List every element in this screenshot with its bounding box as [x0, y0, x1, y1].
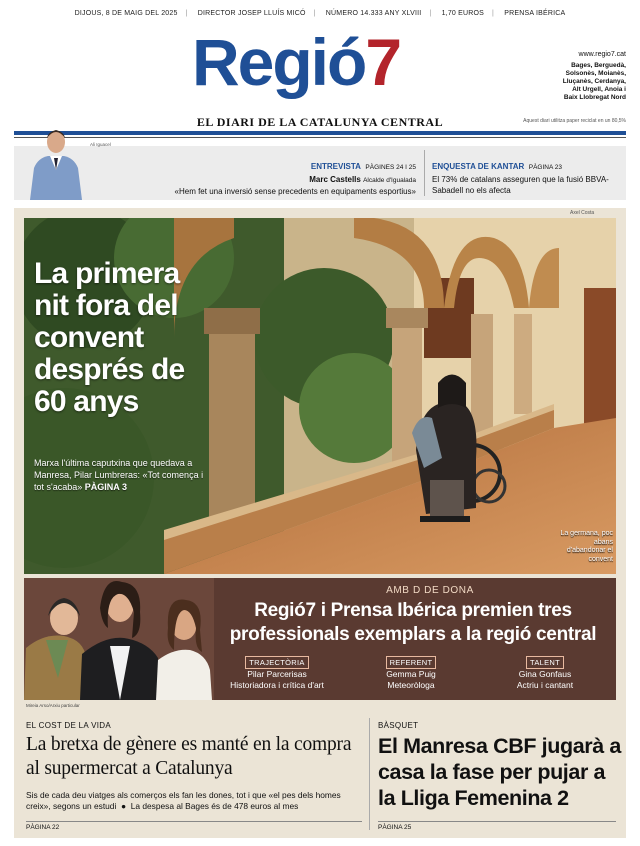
print-note: Aquest diari utilitza paper reciclat en un 80,5% [523, 118, 626, 124]
newspaper-logo[interactable] [192, 22, 452, 102]
gender-gap-text: Sis de cada deu viatges als comerços els fan les dones, tot i que «el pes dels homes creix», segons un estudi [26, 790, 341, 811]
gender-gap-body [26, 790, 362, 812]
photo-caption: La germana, poc abans d'abandonar el convent [560, 530, 613, 563]
category-tag: TRAJECTÒRIA [245, 656, 308, 669]
winner-role: Historiadora i crítica d'art [230, 680, 324, 690]
masthead-thin-rule [14, 137, 626, 138]
basketball-pages: PÀGINA 25 [378, 821, 616, 831]
winner-role: Actriu i cantant [516, 680, 574, 690]
interview-pages: PÀGINES 24 I 25 [365, 164, 416, 171]
award-category-talent [480, 656, 610, 691]
website-link[interactable]: www.regio7.cat [578, 51, 626, 58]
gender-gap-headline[interactable]: La bretxa de gènere es manté en la compra al supermercat a Catalunya [26, 734, 352, 779]
masthead-rule [14, 131, 626, 135]
awards-kicker: AMB D DE DONA [386, 585, 474, 596]
person-illustration [24, 118, 88, 200]
award-winners-photo [24, 578, 214, 700]
bottom-divider [369, 718, 370, 830]
winner-name: Gina Gonfaus [518, 669, 572, 679]
survey-kicker: ENQUESTA DE KANTAR [432, 162, 525, 171]
bullet-icon: ● [118, 801, 129, 811]
director: DIRECTOR JOSEP LLUÍS MICÓ [197, 10, 306, 17]
interview-kicker: ENTREVISTA [310, 162, 361, 171]
main-deck [34, 457, 209, 493]
region-line: Alt Urgell, Anoia i [572, 86, 626, 93]
basketball-headline[interactable]: El Manresa CBF jugarà a casa la fase per pujar a la Lliga Femenina 2 [378, 734, 621, 810]
region-line: Solsonès, Moianès, [565, 70, 626, 77]
award-category-trajectory [212, 656, 342, 691]
interview-teaser[interactable] [96, 156, 416, 197]
awards-photo-credit: Mireia Arso/Arxiu particular [26, 703, 80, 708]
gender-gap-bullet: La despesa al Bages és de 478 euros al mes [130, 801, 299, 811]
main-headline[interactable]: La primera nit fora del convent després de 60 anys [34, 257, 185, 418]
interviewee-role: Alcalde d'Igualada [363, 177, 416, 184]
teaser-divider [424, 150, 425, 196]
region-line: Lluçanès, Cerdanya, [562, 78, 626, 85]
award-category-referent [346, 656, 476, 691]
region-line: Bages, Berguedà, [571, 62, 626, 69]
logo-number: 7 [365, 25, 401, 99]
section-label-cost-of-living: EL COST DE LA VIDA [26, 721, 111, 730]
main-deck-text: Marxa l'última caputxina que quedava a Manresa, Pilar Lumbreras: «Tot comença i tot s'acaba» [34, 458, 204, 492]
interview-photo-credit: Ali Iguacel [90, 142, 111, 147]
survey-pages: PÀGINA 23 [528, 164, 562, 171]
main-deck-pages: PÀGINA 3 [84, 482, 127, 492]
survey-text: El 73% de catalans asseguren que la fusió BBVA-Sabadell no els afecta [432, 175, 609, 195]
interviewee-photo[interactable] [24, 118, 88, 200]
interview-quote: «Hem fet una inversió sense precedents en equipaments esportius» [174, 187, 416, 196]
price: 1,70 EUROS [441, 10, 485, 17]
category-tag: REFERENT [386, 656, 437, 669]
interviewee-name: Marc Castells [309, 175, 361, 184]
logo-text: Regió [192, 25, 366, 99]
survey-teaser[interactable] [432, 156, 622, 196]
winner-role: Meteoròloga [387, 680, 435, 690]
regions-list [516, 62, 626, 102]
section-label-basketball: BÀSQUET [378, 721, 419, 730]
winner-name: Gemma Puig [386, 669, 436, 679]
awards-headline[interactable]: Regió7 i Prensa Ibérica premien tres professionals exemplars a la regió central [229, 600, 597, 645]
gender-gap-pages: PÀGINA 22 [26, 821, 362, 831]
region-line: Baix Llobregat Nord [563, 94, 626, 101]
category-tag: TALENT [526, 656, 564, 669]
issue-date: DIJOUS, 8 DE MAIG DEL 2025 [74, 10, 178, 17]
main-photo-credit: Axel Costa [570, 210, 595, 216]
issue-number: NÚMERO 14.333 ANY XLVIII [325, 10, 422, 17]
winner-name: Pilar Parcerisas [247, 669, 307, 679]
masthead-info-bar: DIJOUS, 8 DE MAIG DEL 2025 | DIRECTOR JOSEP LLUÍS MICÓ | NÚMERO 14.333 ANY XLVIII | 1,70 EUROS | PRENSA IBÉRICA [0, 10, 640, 17]
tagline: EL DIARI DE LA CATALUNYA CENTRAL [196, 115, 444, 129]
group-name: PRENSA IBÉRICA [504, 10, 566, 17]
